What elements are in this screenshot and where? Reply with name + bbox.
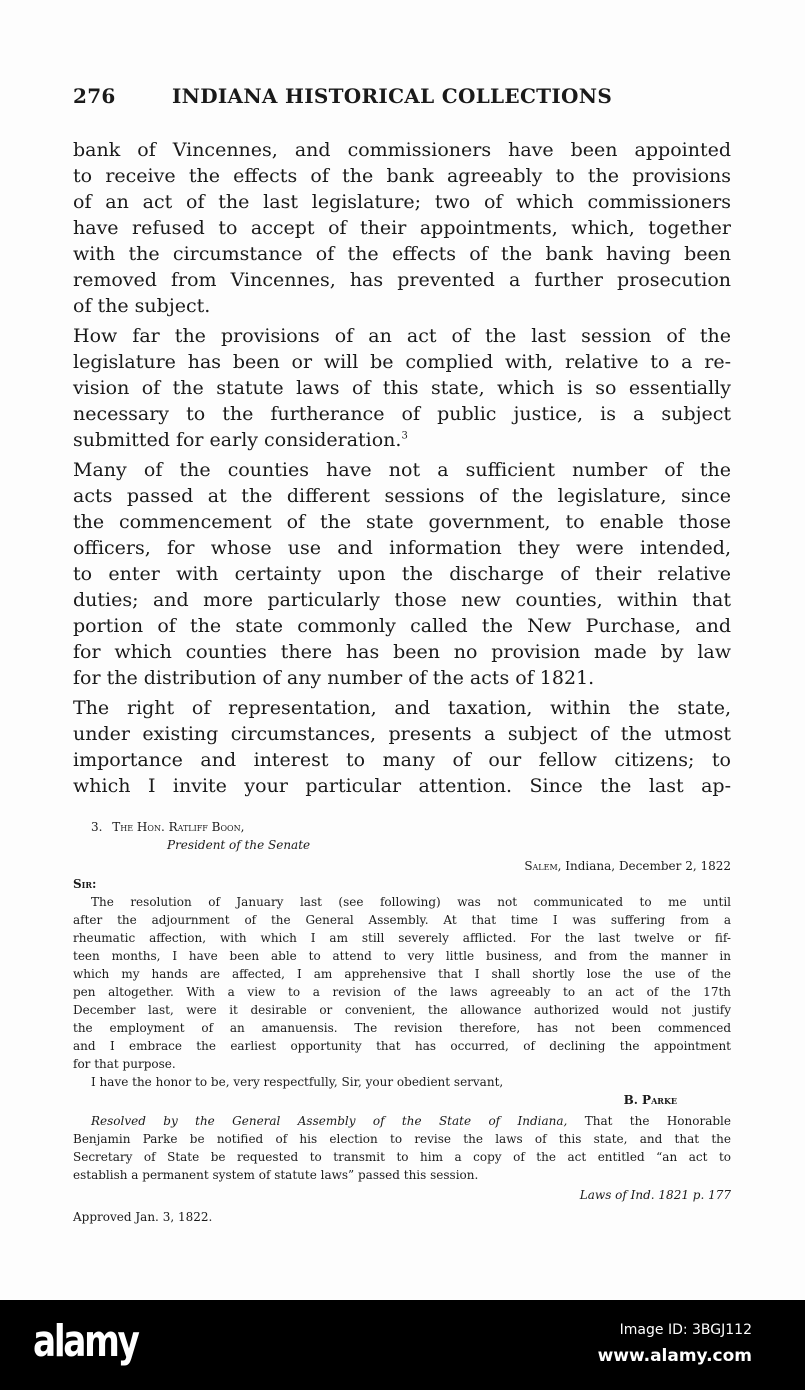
footnote-closing: I have the honor to be, very respectfully, Sir, your obedient servant, [91,1075,504,1089]
letter-line: which my hands are affected, I am apprehensive that I shall shortly lose the use of the [73,967,731,981]
text-line: portion of the state commonly called the New Purchase, and [73,615,731,637]
text-line: to enter with certainty upon the discharge of their relative [73,563,731,585]
resolution-first-rest: That the Honorable [584,1114,731,1128]
text-line: with the circumstance of the effects of the bank having been [73,243,731,265]
letter-line: the employment of an amanuensis. The revision therefore, has not been commenced [73,1021,731,1035]
text-line: legislature has been or will be complied with, relative to a re- [73,351,731,373]
image-id: Image ID: 3BGJ112 [619,1322,752,1338]
footnote-3 [73,818,731,1226]
paragraph [73,323,731,453]
footnote-reference[interactable]: 3 [401,430,408,442]
text-line: acts passed at the different sessions of the legislature, since [73,485,731,507]
resolution-text [73,1130,731,1184]
dateline-rest: , Indiana, December 2, 1822 [557,859,731,873]
footnote-dateline [73,857,731,875]
text-line-content: submitted for early consideration. [73,429,402,451]
body-text [73,137,731,803]
footnote-signature: B. Parke [623,1093,677,1107]
resolution-line: Benjamin Parke be notified of his election to revise the laws of this state, and that the [73,1132,731,1146]
resolution-line: establish a permanent system of statute laws” passed this session. [73,1168,479,1182]
watermark-bar [0,1300,805,1390]
paragraph [73,137,731,319]
paragraph [73,457,731,691]
text-line: importance and interest to many of our fellow citizens; to [73,749,731,771]
letter-line: teen months, I have been able to attend to very little business, and from the manner in [73,949,731,963]
running-title: INDIANA HISTORICAL COLLECTIONS [172,84,613,108]
footnote-addressee-line [73,818,731,836]
page-number: 276 [73,84,116,108]
resolution-line: Secretary of State be requested to transmit to him a copy of the act entitled “an act to [73,1150,731,1164]
site-url: www.alamy.com [597,1346,752,1366]
text-line: of the subject. [73,295,211,317]
text-line: for the distribution of any number of the acts of 1821. [73,667,595,689]
text-line: duties; and more particularly those new counties, within that [73,589,731,611]
resolution-first-line [73,1112,731,1130]
footnote-addressee: The Hon. Ratliff Boon, [112,820,245,834]
letter-line: December last, were it desirable or convenient, the allowance authorized would not justify [73,1003,731,1017]
dateline-place: Salem [524,859,558,873]
footnote-approved: Approved Jan. 3, 1822. [73,1210,213,1224]
letter-line: pen altogether. With a view to a revision of the laws agreeably to an act of the 17th [73,985,731,999]
text-line: have refused to accept of their appointments, which, together [73,217,731,239]
text-line: for which counties there has been no provision made by law [73,641,731,663]
text-line: of an act of the last legislature; two of which commissioners [73,191,731,213]
letter-line: rheumatic affection, with which I am still severely afflicted. For the last twelve or fif- [73,931,731,945]
letter-line: and I embrace the earliest opportunity that has occurred, of declining the appointment [73,1039,731,1053]
alamy-logo: alamy [33,1316,138,1367]
footnote-addressee-title: President of the Senate [167,838,311,852]
letter-line: after the adjournment of the General Assembly. At that time I was suffering from a [73,913,731,927]
footnote-citation: Laws of Ind. 1821 p. 177 [579,1188,731,1202]
text-line: necessary to the furtherance of public justice, is a subject [73,403,731,425]
text-line: Many of the counties have not a sufficient number of the [73,459,731,481]
footnote-letter [73,893,731,1073]
text-line [73,427,731,453]
text-line: under existing circumstances, presents a subject of the utmost [73,723,731,745]
text-line: vision of the statute laws of this state, which is so essentially [73,377,731,399]
resolution-italic: Resolved by the General Assembly of the State of Indiana, [91,1114,568,1128]
text-line: How far the provisions of an act of the last session of the [73,325,731,347]
footnote-number: 3. [91,820,103,834]
text-line: removed from Vincennes, has prevented a further prosecution [73,269,731,291]
letter-line: The resolution of January last (see following) was not communicated to me until [91,895,731,909]
letter-line: for that purpose. [73,1057,176,1071]
footnote-salutation: Sir: [73,877,97,891]
text-line: bank of Vincennes, and commissioners have been appointed [73,139,731,161]
text-line: to receive the effects of the bank agreeably to the provisions [73,165,731,187]
text-line: The right of representation, and taxation, within the state, [73,697,731,719]
text-line: officers, for whose use and information they were intended, [73,537,731,559]
paragraph [73,695,731,799]
text-line: the commencement of the state government, to enable those [73,511,731,533]
text-line: which I invite your particular attention. Since the last ap- [73,775,731,797]
